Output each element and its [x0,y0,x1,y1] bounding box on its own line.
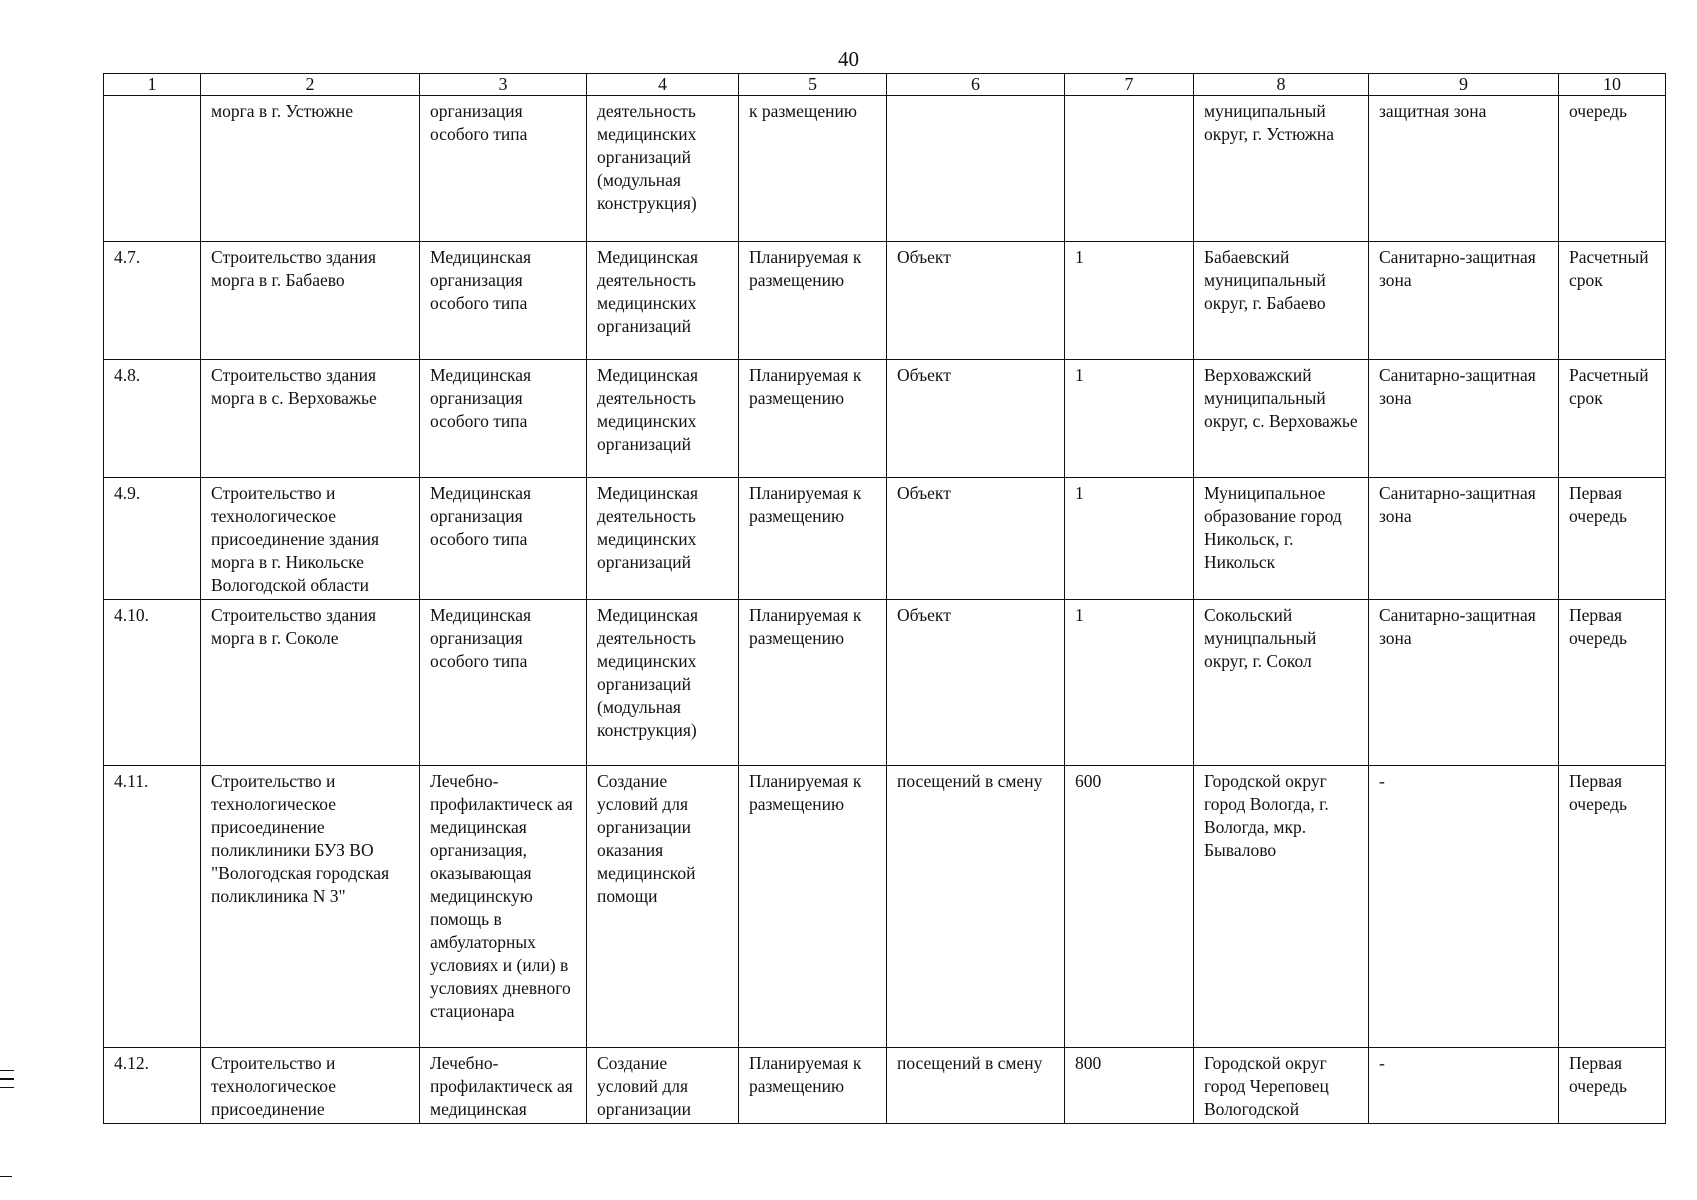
cell-location: муниципальный округ, г. Устюжна [1194,96,1369,242]
cell-purpose: Медицинская деятельность медицинских организаций [587,478,739,600]
cell-number: 4.10. [104,600,201,766]
cell-name: Строительство и технологическое присоединение [201,1048,420,1124]
cell-purpose: Медицинская деятельность медицинских организаций [587,360,739,478]
table-row [104,600,1666,766]
cell-name: Строительство здания морга в с. Верховажье [201,360,420,478]
cell-unit: Объект [887,600,1065,766]
column-header: 9 [1369,74,1559,96]
cell-type: организация особого типа [420,96,587,242]
cell-term: Первая очередь [1559,600,1666,766]
cell-zone: защитная зона [1369,96,1559,242]
column-header: 5 [739,74,887,96]
cell-number [104,96,201,242]
cell-value: 1 [1065,478,1194,600]
cell-name: Строительство здания морга в г. Соколе [201,600,420,766]
cell-unit: Объект [887,242,1065,360]
page-number: 40 [838,47,859,71]
cell-name: Строительство и технологическое присоединение поликлиники БУЗ ВО "Вологодская городская поликлиника N 3" [201,766,420,1048]
cell-purpose: Создание условий для организации оказания медицинской помощи [587,766,739,1048]
cell-location: Городской округ город Вологда, г. Вологда, мкр. Бывалово [1194,766,1369,1048]
cell-type: Лечебно-профилактическ ая медицинская [420,1048,587,1124]
cell-unit: Объект [887,360,1065,478]
cell-number: 4.12. [104,1048,201,1124]
cell-purpose: Медицинская деятельность медицинских организаций [587,242,739,360]
margin-dash [0,1176,12,1177]
cell-purpose: Создание условий для организации [587,1048,739,1124]
table-row [104,766,1666,1048]
cell-number: 4.11. [104,766,201,1048]
column-header: 1 [104,74,201,96]
cell-location: Муниципальное образование город Никольск, г. Никольск [1194,478,1369,600]
cell-value: 600 [1065,766,1194,1048]
cell-unit: посещений в смену [887,1048,1065,1124]
cell-term: очередь [1559,96,1666,242]
column-header: 7 [1065,74,1194,96]
column-header: 8 [1194,74,1369,96]
cell-number: 4.7. [104,242,201,360]
cell-term: Расчетный срок [1559,242,1666,360]
cell-zone: - [1369,1048,1559,1124]
cell-status: Планируемая к размещению [739,1048,887,1124]
margin-mark [0,1070,14,1071]
cell-type: Медицинская организация особого типа [420,360,587,478]
cell-location: Бабаевский муниципальный округ, г. Бабаево [1194,242,1369,360]
cell-value: 1 [1065,242,1194,360]
cell-value [1065,96,1194,242]
table-row [104,242,1666,360]
cell-zone: Санитарно-защитная зона [1369,242,1559,360]
table-row [104,96,1666,242]
cell-status: Планируемая к размещению [739,360,887,478]
cell-unit: Объект [887,478,1065,600]
cell-zone: - [1369,766,1559,1048]
cell-term: Расчетный срок [1559,360,1666,478]
cell-location: Верховажский муниципальный округ, с. Верховажье [1194,360,1369,478]
margin-mark [0,1078,14,1079]
cell-location: Городской округ город Череповец Вологодской [1194,1048,1369,1124]
cell-name: Строительство здания морга в г. Бабаево [201,242,420,360]
margin-mark [0,1087,14,1088]
cell-term: Первая очередь [1559,478,1666,600]
cell-number: 4.9. [104,478,201,600]
cell-value: 800 [1065,1048,1194,1124]
planned-objects-table [103,73,1666,1124]
table-row [104,1048,1666,1124]
table-row [104,360,1666,478]
cell-name: Строительство и технологическое присоединение здания морга в г. Никольске Вологодской области [201,478,420,600]
cell-zone: Санитарно-защитная зона [1369,600,1559,766]
column-header: 4 [587,74,739,96]
cell-location: Сокольский муницпальный округ, г. Сокол [1194,600,1369,766]
cell-zone: Санитарно-защитная зона [1369,360,1559,478]
table-row [104,478,1666,600]
cell-purpose: деятельность медицинских организаций (модульная конструкция) [587,96,739,242]
cell-status: Планируемая к размещению [739,478,887,600]
margin-marks [0,1070,14,1095]
cell-status: к размещению [739,96,887,242]
cell-value: 1 [1065,360,1194,478]
cell-status: Планируемая к размещению [739,766,887,1048]
column-header: 3 [420,74,587,96]
cell-name: морга в г. Устюжне [201,96,420,242]
cell-term: Первая очередь [1559,1048,1666,1124]
cell-type: Медицинская организация особого типа [420,600,587,766]
cell-type: Медицинская организация особого типа [420,242,587,360]
cell-unit: посещений в смену [887,766,1065,1048]
cell-number: 4.8. [104,360,201,478]
cell-zone: Санитарно-защитная зона [1369,478,1559,600]
cell-type: Лечебно-профилактическ ая медицинская организация, оказывающая медицинскую помощь в амбулаторных условиях и (или) в условиях дневного стационара [420,766,587,1048]
column-number-row [104,74,1666,96]
column-header: 2 [201,74,420,96]
column-header: 10 [1559,74,1666,96]
cell-purpose: Медицинская деятельность медицинских организаций (модульная конструкция) [587,600,739,766]
cell-term: Первая очередь [1559,766,1666,1048]
cell-status: Планируемая к размещению [739,600,887,766]
cell-unit [887,96,1065,242]
cell-type: Медицинская организация особого типа [420,478,587,600]
cell-value: 1 [1065,600,1194,766]
column-header: 6 [887,74,1065,96]
cell-status: Планируемая к размещению [739,242,887,360]
